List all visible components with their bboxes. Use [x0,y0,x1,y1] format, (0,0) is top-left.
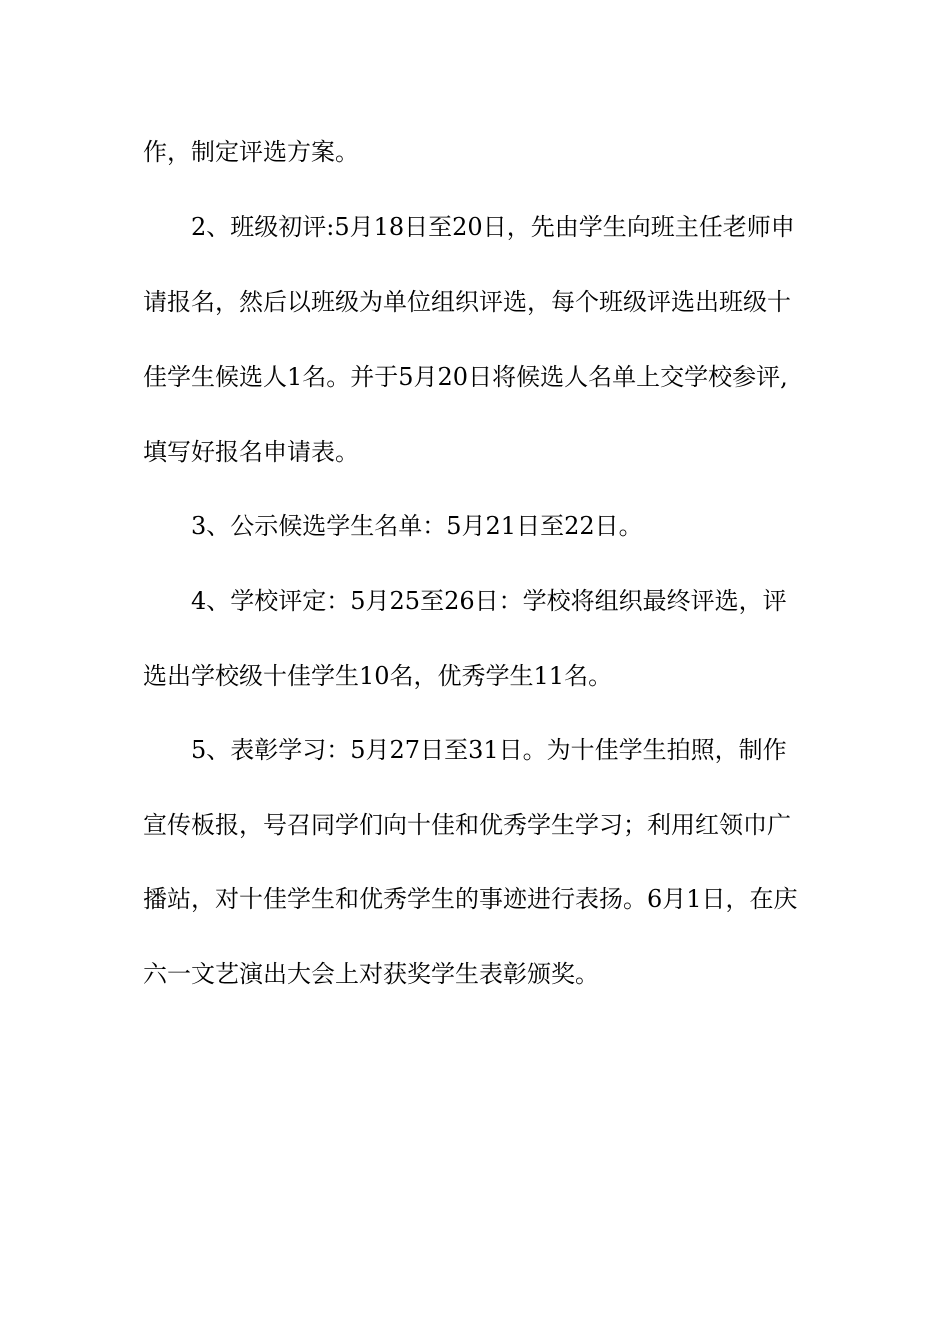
text-line: 播站，对十佳学生和优秀学生的事迹进行表扬。6月1日，在庆 [143,885,798,913]
text-line: 作，制定评选方案。 [143,138,359,166]
text-line: 填写好报名申请表。 [143,438,359,466]
text-line: 六一文艺演出大会上对获奖学生表彰颁奖。 [143,960,599,988]
text-line: 请报名，然后以班级为单位组织评选，每个班级评选出班级十 [143,288,791,316]
paragraph-item-4-line: 4、学校评定：5月25至26日：学校将组织最终评选，评 [191,587,787,615]
paragraph-item-3-line: 3、公示候选学生名单：5月21日至22日。 [191,512,643,540]
paragraph-item-5-line: 5、表彰学习：5月27日至31日。为十佳学生拍照，制作 [191,736,787,764]
text-line: 佳学生候选人1名。并于5月20日将候选人名单上交学校参评, [143,363,788,391]
text-line: 宣传板报，号召同学们向十佳和优秀学生学习；利用红领巾广 [143,811,791,839]
text-line: 选出学校级十佳学生10名，优秀学生11名。 [143,662,613,690]
paragraph-item-2-line: 2、班级初评:5月18日至20日，先由学生向班主任老师申 [191,213,795,241]
